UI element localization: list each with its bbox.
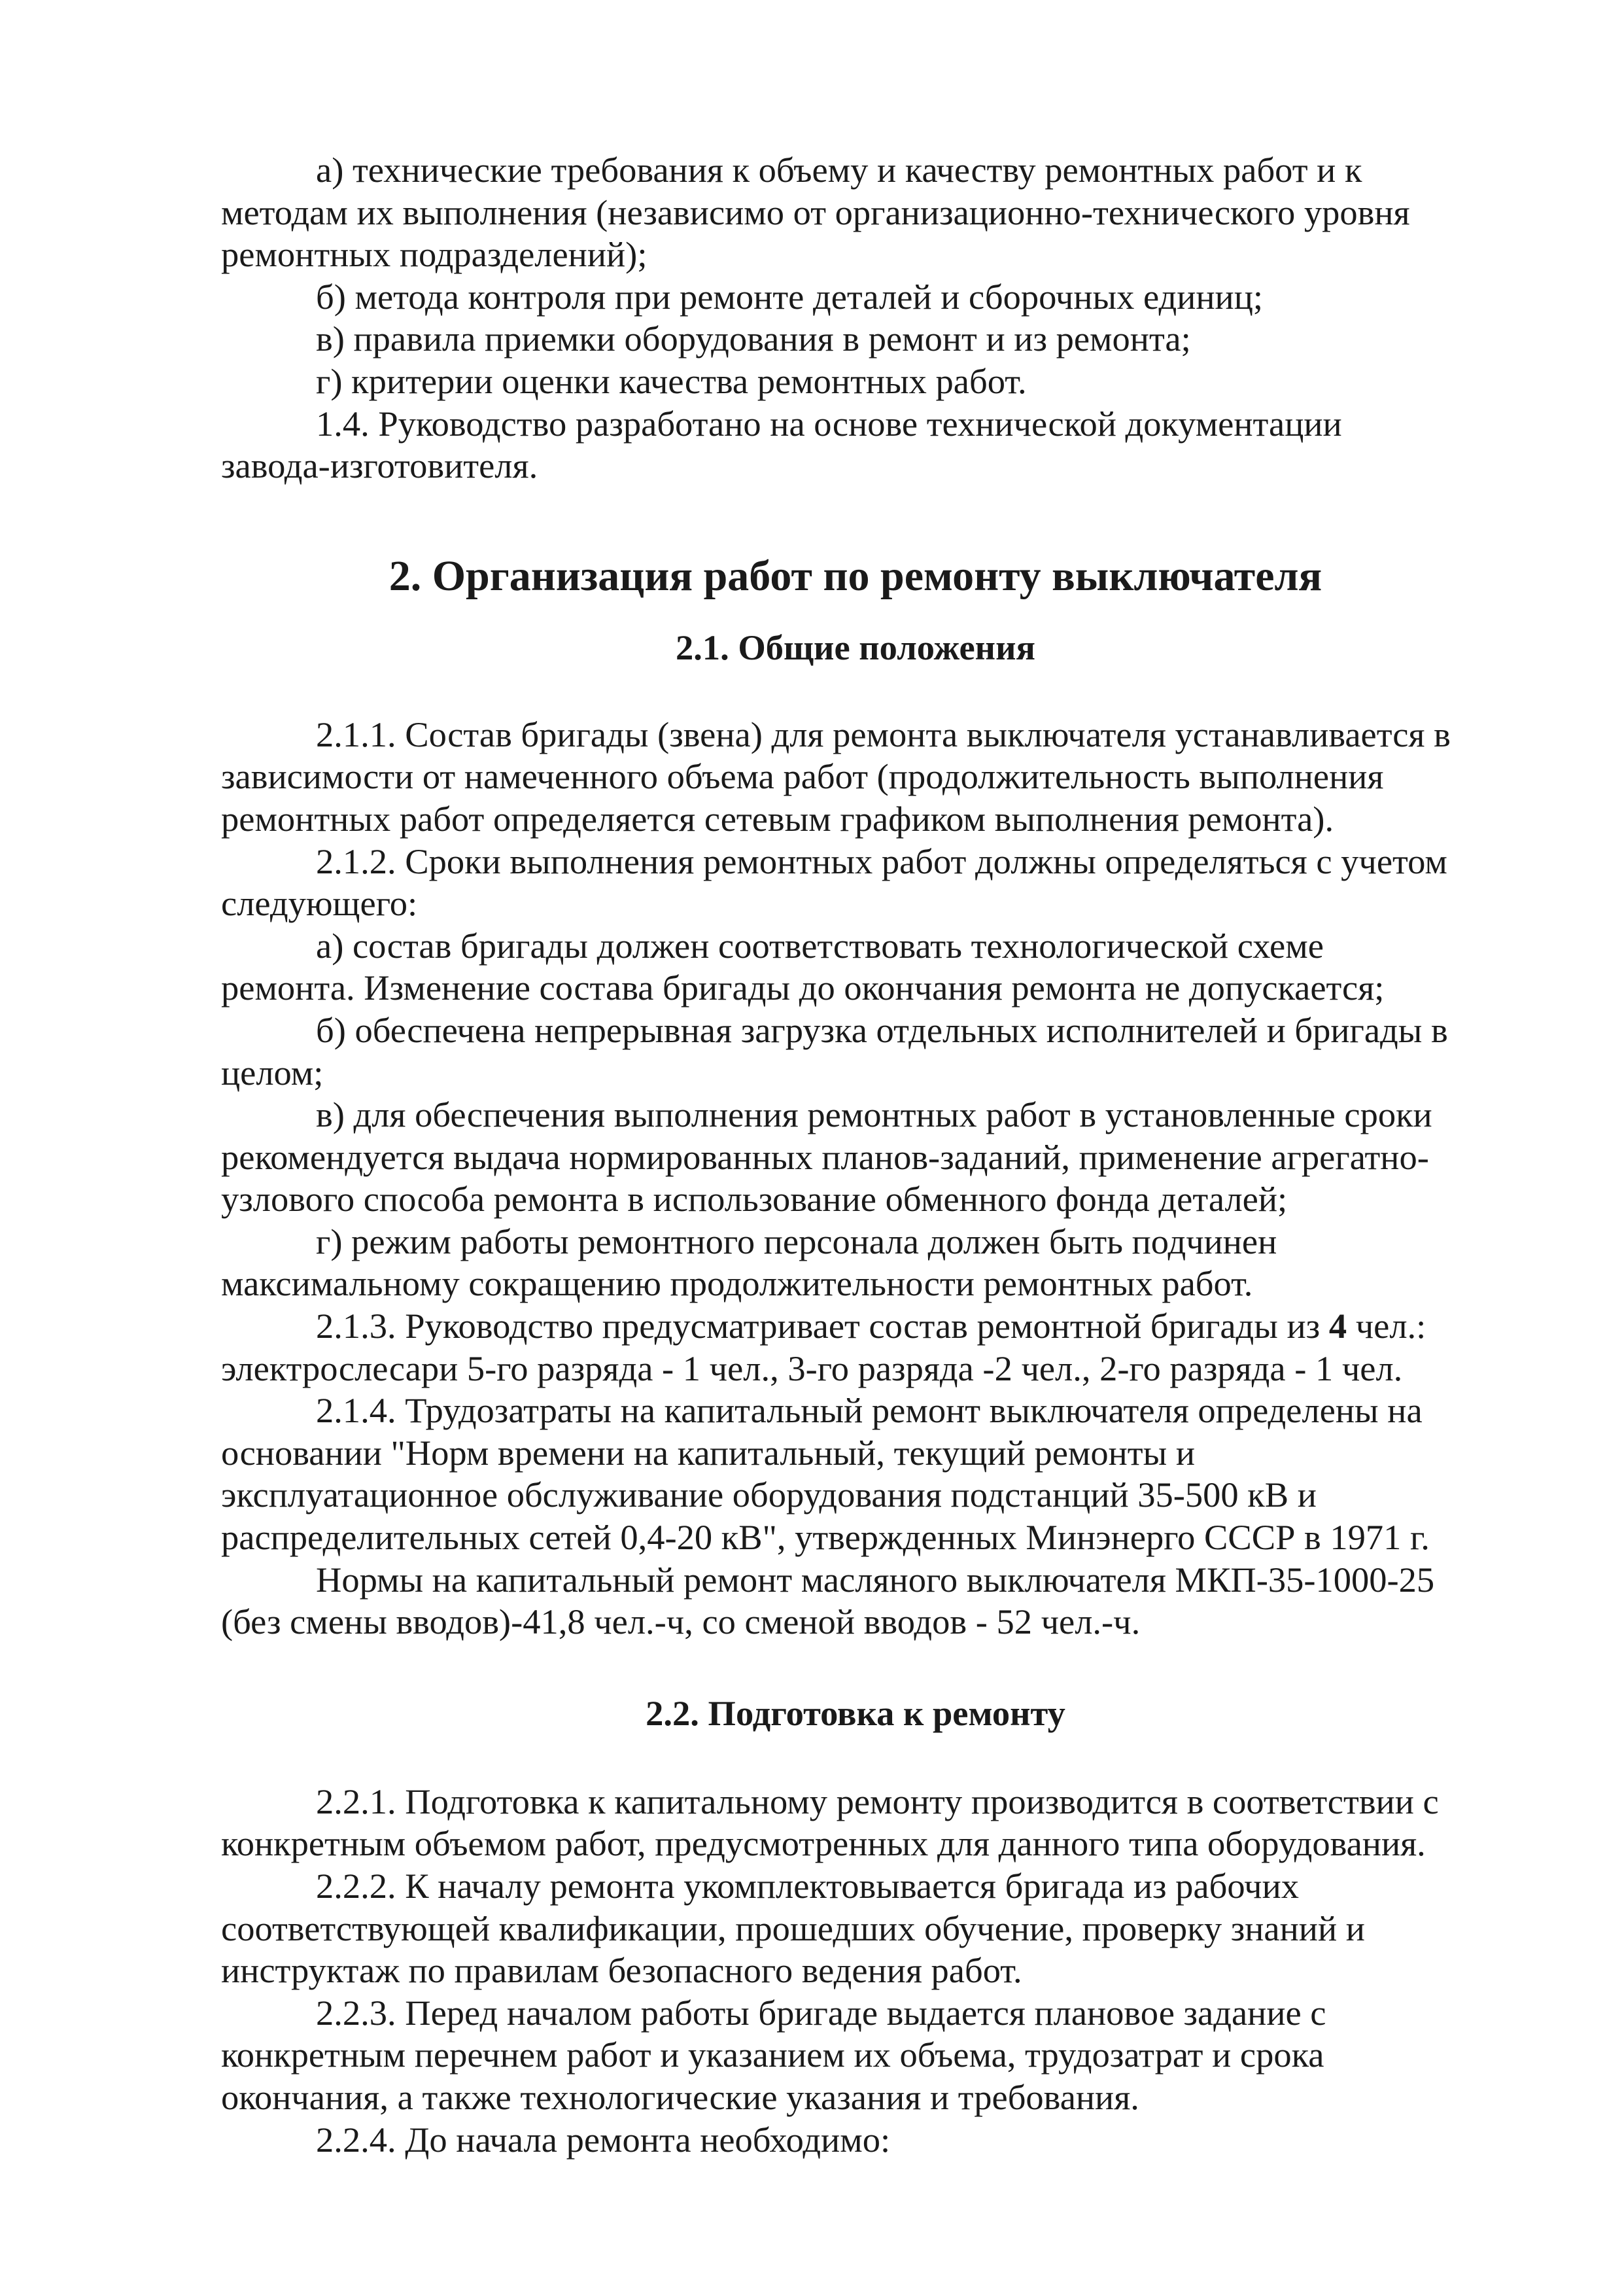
item-a-line-2: ремонта. Изменение состава бригады до окончания ремонта не допускается;: [221, 968, 1385, 1008]
intro-block: [221, 149, 1490, 487]
paragraph-2-2-1-line-1: 2.2.1. Подготовка к капитальному ремонту производится в соответствии с: [316, 1781, 1439, 1821]
paragraph-2-2-4-line-1: 2.2.4. До начала ремонта необходимо:: [316, 2119, 891, 2160]
paragraph-2-1-3-line-2: электрослесари 5-го разряда - 1 чел., 3-го разряда -2 чел., 2-го разряда - 1 чел.: [221, 1348, 1403, 1388]
item-v-line-2: рекомендуется выдача нормированных планов-заданий, применение агрегатно-: [221, 1136, 1429, 1177]
paragraph-2-1-4-line-4: распределительных сетей 0,4-20 кВ", утвержденных Минэнерго СССР в 1971 г.: [221, 1517, 1430, 1558]
paragraph-2-1-2-line-1: 2.1.2. Сроки выполнения ремонтных работ должны определяться с учетом: [316, 841, 1447, 881]
subsection-2-1-title: 2.1. Общие положения: [676, 627, 1035, 667]
list-item-a-line-3: ремонтных подразделений);: [221, 234, 648, 275]
section-2-title: 2. Организация работ по ремонту выключателя: [389, 552, 1322, 600]
paragraph-2-2-2-line-2: соответствующей квалификации, прошедших обучение, проверку знаний и: [221, 1908, 1365, 1948]
item-a-line-1: а) состав бригады должен соответствовать технологической схеме: [316, 925, 1324, 966]
item-b-line-2: целом;: [221, 1052, 324, 1093]
paragraph-2-2-2-line-1: 2.2.2. К началу ремонта укомплектовывается бригада из рабочих: [316, 1866, 1300, 1906]
paragraph-2-1-3-line-1: [221, 1305, 1490, 1348]
paragraph-2-2-3-line-2: конкретным перечнем работ и указанием их объема, трудозатрат и срока: [221, 2035, 1324, 2075]
item-b-line-1: б) обеспечена непрерывная загрузка отдельных исполнителей и бригады в: [316, 1009, 1448, 1050]
subsection-2-1-body: [221, 714, 1490, 1643]
subsection-2-2-title: 2.2. Подготовка к ремонту: [646, 1692, 1065, 1733]
paragraph-2-1-1-line-2: зависимости от намеченного объема работ (продолжительность выполнения: [221, 756, 1384, 797]
item-v-line-3: узлового способа ремонта в использование обменного фонда деталей;: [221, 1179, 1288, 1219]
paragraph-2-1-4-line-1: 2.1.4. Трудозатраты на капитальный ремонт выключателя определены на: [316, 1390, 1423, 1431]
paragraph-2-1-4-line-2: основании "Норм времени на капитальный, текущий ремонты и: [221, 1432, 1196, 1473]
subsection-2-2-body: [221, 1781, 1490, 2161]
item-g-line-1: г) режим работы ремонтного персонала должен быть подчинен: [316, 1221, 1277, 1261]
norms-line-2: (без смены вводов)-41,8 чел.-ч, со сменой вводов - 52 чел.-ч.: [221, 1602, 1141, 1642]
paragraph-2-1-2-line-2: следующего:: [221, 883, 418, 924]
item-v-line-1: в) для обеспечения выполнения ремонтных работ в установленные сроки: [316, 1095, 1432, 1135]
list-item-b: б) метода контроля при ремонте деталей и сборочных единиц;: [316, 276, 1264, 317]
item-g-line-2: максимальному сокращению продолжительности ремонтных работ.: [221, 1263, 1253, 1304]
paragraph-2-1-1-line-1: 2.1.1. Состав бригады (звена) для ремонта выключателя устанавливается в: [316, 714, 1451, 754]
paragraph-2-1-3-pre: 2.1.3. Руководство предусматривает состав ремонтной бригады из: [316, 1306, 1329, 1346]
paragraph-2-2-1-line-2: конкретным объемом работ, предусмотренных для данного типа оборудования.: [221, 1823, 1426, 1864]
paragraph-2-1-3-post: чел.:: [1347, 1306, 1426, 1346]
list-item-v: в) правила приемки оборудования в ремонт и из ремонта;: [316, 319, 1191, 359]
paragraph-2-1-4-line-3: эксплуатационное обслуживание оборудования подстанций 35-500 кВ и: [221, 1475, 1317, 1515]
paragraph-2-2-3-line-1: 2.2.3. Перед началом работы бригаде выдается плановое задание с: [316, 1992, 1326, 2033]
paragraph-1-4-line-2: завода-изготовителя.: [221, 446, 538, 486]
paragraph-2-2-2-line-3: инструктаж по правилам безопасного ведения работ.: [221, 1950, 1022, 1991]
paragraph-2-2-3-line-3: окончания, а также технологические указания и требования.: [221, 2076, 1139, 2117]
list-item-g: г) критерии оценки качества ремонтных работ.: [316, 360, 1027, 401]
crew-size-value: 4: [1328, 1306, 1347, 1346]
document-page: [221, 149, 1490, 2161]
list-item-a-line-2: методам их выполнения (независимо от организационно-технического уровня: [221, 192, 1410, 232]
paragraph-1-4-line-1: 1.4. Руководство разработано на основе технической документации: [316, 403, 1342, 444]
norms-line-1: Нормы на капитальный ремонт масляного выключателя МКП-35-1000-25: [316, 1559, 1435, 1600]
list-item-a-line-1: а) технические требования к объему и качеству ремонтных работ и к: [316, 150, 1362, 190]
paragraph-2-1-1-line-3: ремонтных работ определяется сетевым графиком выполнения ремонта).: [221, 798, 1334, 839]
